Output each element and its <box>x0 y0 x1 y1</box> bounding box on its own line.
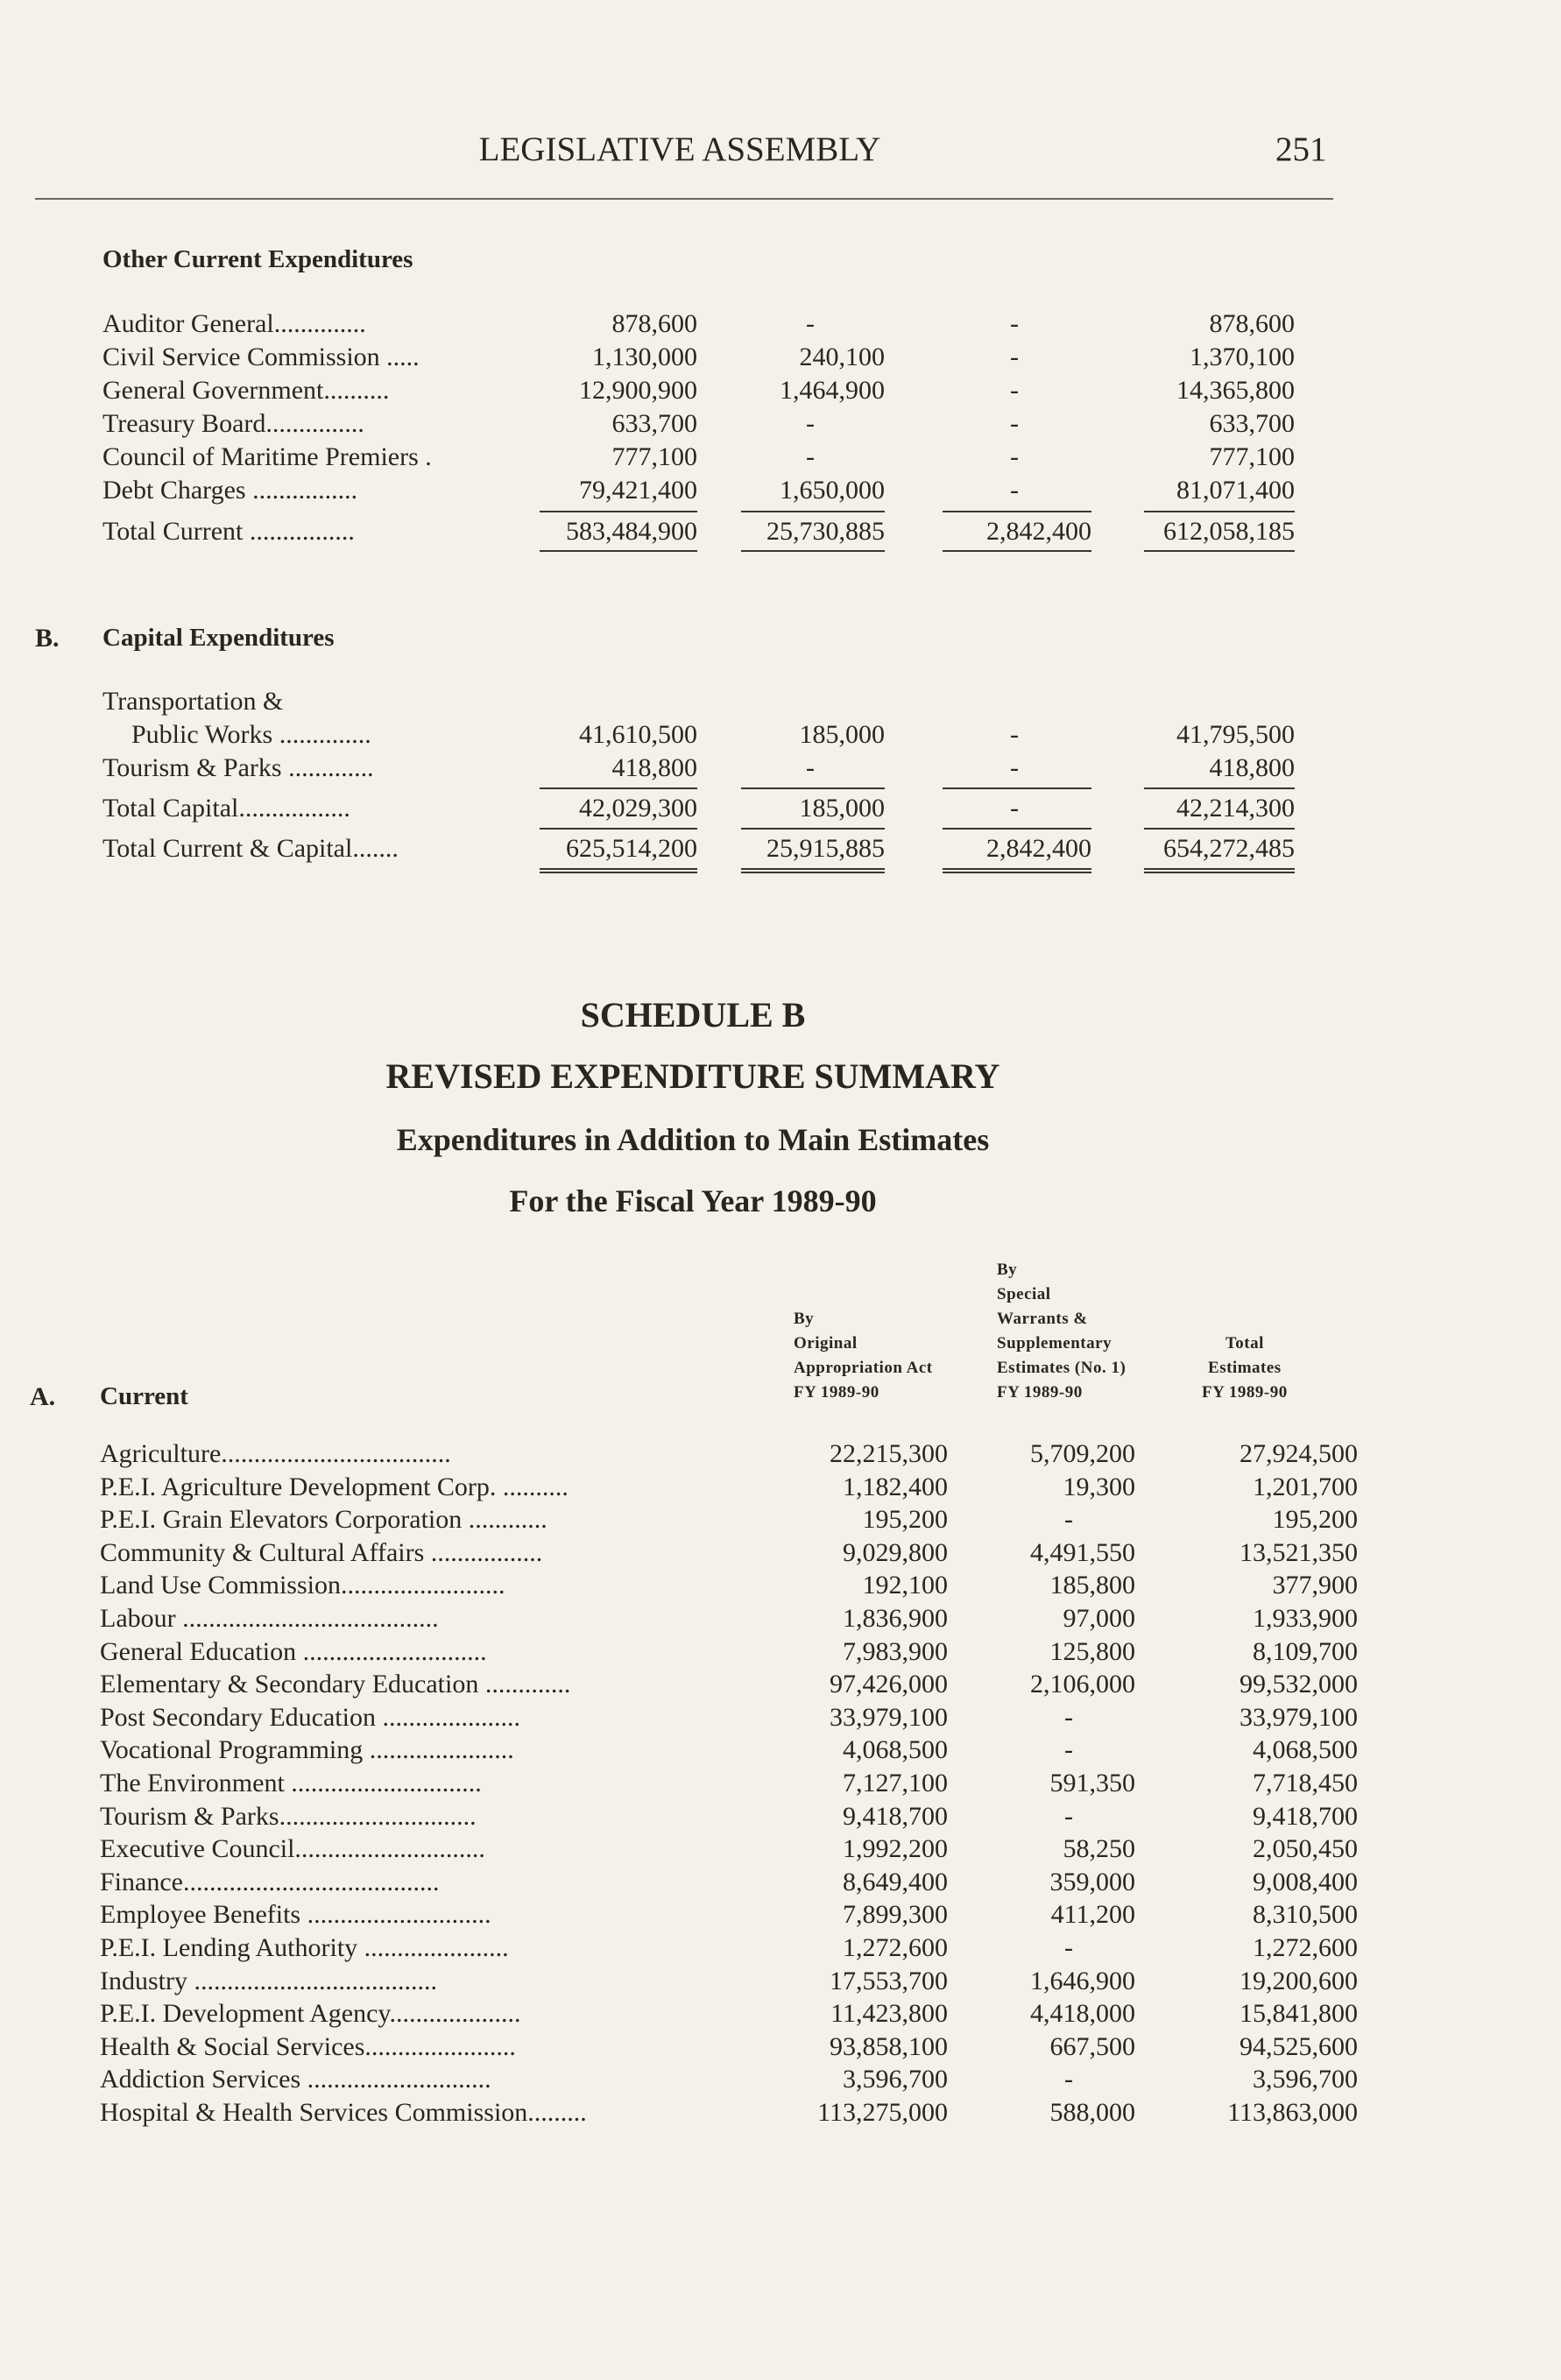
table-row <box>0 1472 1561 1506</box>
table-row <box>0 1505 1561 1538</box>
cell-value: 125,800 <box>1049 1636 1135 1666</box>
cell-value: 19,200,600 <box>1240 1966 1358 1995</box>
row-label: Vocational Programming ...................... <box>100 1735 514 1765</box>
double-rule-line <box>540 868 697 873</box>
cell-value: 8,310,500 <box>1253 1900 1358 1930</box>
cell-value: - <box>1010 409 1019 438</box>
column-heading-original-appropriation <box>794 1307 933 1405</box>
section-heading-capital: Capital Expenditures <box>102 624 335 652</box>
column-heading-line: Special <box>997 1285 1051 1303</box>
column-heading-line: FY 1989-90 <box>997 1383 1083 1402</box>
schedule-line-3: Expenditures in Addition to Main Estimates <box>396 1122 990 1157</box>
cell-value: 625,514,200 <box>566 834 697 863</box>
table-row <box>0 753 1561 787</box>
row-label: The Environment ............................. <box>100 1769 482 1797</box>
cell-value: 12,900,900 <box>579 376 697 405</box>
row-label: Civil Service Commission ..... <box>102 343 420 371</box>
cell-value: 4,068,500 <box>843 1735 948 1765</box>
cell-value: 777,100 <box>1209 442 1295 471</box>
rule-line <box>741 550 885 552</box>
cell-value: 195,200 <box>862 1505 948 1535</box>
rule-line <box>540 511 697 512</box>
cell-value: - <box>1010 442 1019 471</box>
table-row <box>0 1439 1561 1472</box>
cell-value: 1,272,600 <box>1253 1933 1358 1962</box>
cell-value: 192,100 <box>862 1571 948 1600</box>
section-letter-a: A. <box>30 1382 56 1411</box>
cell-value: 41,610,500 <box>579 720 697 749</box>
cell-value: 377,900 <box>1272 1571 1358 1600</box>
cell-value: 41,795,500 <box>1176 720 1295 749</box>
cell-value: 1,992,200 <box>843 1834 948 1864</box>
row-label: Total Current ................ <box>102 517 355 546</box>
schedule-title: SCHEDULE B <box>580 995 806 1035</box>
cell-value: - <box>1010 720 1019 749</box>
rule-line <box>943 828 1091 830</box>
cell-value: 19,300 <box>1063 1472 1135 1501</box>
cell-value: 633,700 <box>1209 409 1295 438</box>
cell-value: 9,418,700 <box>1253 1801 1358 1831</box>
cell-value: 2,050,450 <box>1253 1834 1358 1864</box>
cell-value: 9,029,800 <box>843 1537 948 1567</box>
row-label: Executive Council............................. <box>100 1834 485 1864</box>
column-heading-total-estimates <box>1202 1331 1288 1405</box>
header-rule <box>35 198 1333 200</box>
cell-value: 2,842,400 <box>986 517 1091 546</box>
row-label: General Education ............................ <box>100 1636 487 1666</box>
cell-value: 2,106,000 <box>1030 1670 1135 1699</box>
cell-value: 7,718,450 <box>1253 1769 1358 1797</box>
row-label: Treasury Board............... <box>102 409 364 438</box>
table-row <box>0 1999 1561 2032</box>
table-row <box>0 2098 1561 2131</box>
double-rule-line <box>1144 868 1295 873</box>
cell-value: - <box>1010 794 1019 823</box>
cell-value: 94,525,600 <box>1240 2031 1358 2061</box>
table-row <box>0 376 1561 409</box>
cell-value: 4,491,550 <box>1030 1537 1135 1567</box>
table-row <box>0 409 1561 442</box>
column-heading-line: Estimates <box>1208 1359 1282 1377</box>
cell-value: 185,800 <box>1049 1571 1135 1600</box>
cell-value: 22,215,300 <box>830 1439 948 1468</box>
cell-value: 591,350 <box>1049 1769 1135 1797</box>
cell-value: 4,418,000 <box>1030 1999 1135 2029</box>
cell-value: 13,521,350 <box>1240 1537 1358 1567</box>
table-row <box>0 476 1561 509</box>
cell-value: 185,000 <box>799 794 885 823</box>
rule-line <box>540 787 697 789</box>
row-label: Council of Maritime Premiers . <box>102 442 432 471</box>
row-label: Health & Social Services....................... <box>100 2031 516 2061</box>
row-label: Public Works .............. <box>131 720 371 749</box>
cell-value: 42,214,300 <box>1176 794 1295 823</box>
cell-value: 3,596,700 <box>1253 2065 1358 2094</box>
cell-value: 113,275,000 <box>817 2098 948 2127</box>
cell-value: 33,979,100 <box>830 1702 948 1732</box>
row-label: Community & Cultural Affairs ................. <box>100 1537 543 1567</box>
column-heading-line: Warrants & <box>997 1310 1088 1328</box>
table-row <box>0 1604 1561 1637</box>
cell-value: - <box>1010 476 1019 505</box>
page-running-title: LEGISLATIVE ASSEMBLY <box>478 131 881 168</box>
cell-value: 1,646,900 <box>1030 1966 1135 1995</box>
cell-value: 7,127,100 <box>843 1769 948 1797</box>
cell-value: 97,000 <box>1063 1604 1135 1633</box>
cell-value: - <box>1064 1702 1073 1732</box>
cell-value: - <box>1010 343 1019 371</box>
cell-value: 195,200 <box>1272 1505 1358 1535</box>
cell-value: 3,596,700 <box>843 2065 948 2094</box>
cell-value: 359,000 <box>1049 1867 1135 1896</box>
table-row <box>0 442 1561 476</box>
table-row <box>0 1571 1561 1604</box>
row-label: Industry ..................................... <box>100 1966 437 1995</box>
cell-value: 14,365,800 <box>1176 376 1295 405</box>
cell-value: 1,272,600 <box>843 1933 948 1962</box>
cell-value: 633,700 <box>611 409 697 438</box>
cell-value: 9,418,700 <box>843 1801 948 1831</box>
table-row <box>0 1900 1561 1933</box>
cell-value: 418,800 <box>1209 753 1295 782</box>
cell-value: 5,709,200 <box>1030 1439 1135 1468</box>
cell-value: - <box>1010 309 1019 338</box>
cell-value: 17,553,700 <box>830 1966 948 1995</box>
cell-value: 99,532,000 <box>1240 1670 1358 1699</box>
cell-value: 411,200 <box>1050 1900 1135 1930</box>
table-row <box>0 2032 1561 2066</box>
table-row <box>0 1670 1561 1703</box>
cell-value: - <box>1064 1801 1073 1831</box>
row-label: Total Current & Capital....... <box>102 834 399 863</box>
cell-value: - <box>806 309 815 338</box>
rule-line <box>1144 511 1295 512</box>
cell-value: 93,858,100 <box>830 2031 948 2061</box>
table-row <box>0 794 1561 827</box>
row-label: Finance....................................... <box>100 1867 440 1896</box>
table-row <box>0 1802 1561 1835</box>
cell-value: - <box>1064 1505 1073 1535</box>
row-label: P.E.I. Lending Authority ...................... <box>100 1933 509 1962</box>
cell-value: 27,924,500 <box>1240 1439 1358 1468</box>
section-letter-b: B. <box>35 624 60 653</box>
cell-value: 667,500 <box>1049 2031 1135 2061</box>
cell-value: 1,650,000 <box>780 476 885 505</box>
cell-value: - <box>1064 1735 1073 1765</box>
rule-line <box>1144 828 1295 830</box>
schedule-line-4: For the Fiscal Year 1989-90 <box>509 1183 877 1218</box>
section-heading-current: Current <box>100 1382 188 1410</box>
row-label: Land Use Commission......................... <box>100 1571 505 1600</box>
cell-value: 418,800 <box>611 753 697 782</box>
rule-line <box>741 511 885 512</box>
table-row <box>0 1637 1561 1670</box>
column-heading-line: FY 1989-90 <box>1202 1383 1288 1402</box>
cell-value: 58,250 <box>1063 1834 1135 1864</box>
cell-value: 7,983,900 <box>843 1636 948 1666</box>
cell-value: 1,201,700 <box>1253 1472 1358 1501</box>
row-label: Agriculture................................... <box>100 1439 451 1468</box>
row-label: Hospital & Health Services Commission......... <box>100 2098 587 2127</box>
cell-value: 81,071,400 <box>1176 476 1295 505</box>
schedule-subtitle: REVISED EXPENDITURE SUMMARY <box>385 1056 1000 1096</box>
cell-value: - <box>1064 1933 1073 1962</box>
column-heading-line: FY 1989-90 <box>794 1383 879 1402</box>
row-label: General Government.......... <box>102 376 390 405</box>
cell-value: 33,979,100 <box>1240 1702 1358 1732</box>
cell-value: 1,464,900 <box>780 376 885 405</box>
row-label: Addiction Services ............................ <box>100 2065 491 2094</box>
rule-line <box>741 787 885 789</box>
row-label: P.E.I. Agriculture Development Corp. .......... <box>100 1472 569 1501</box>
table-row <box>0 1933 1561 1967</box>
cell-value: 4,068,500 <box>1253 1735 1358 1765</box>
cell-value: 612,058,185 <box>1163 517 1295 546</box>
row-label: Auditor General.............. <box>102 309 366 338</box>
section-heading-other-current: Other Current Expenditures <box>102 245 413 273</box>
cell-value: 1,933,900 <box>1253 1604 1358 1633</box>
row-label: Elementary & Secondary Education ............. <box>100 1670 571 1699</box>
rule-line <box>741 828 885 830</box>
cell-value: 97,426,000 <box>830 1670 948 1699</box>
page-number: 251 <box>1275 131 1327 168</box>
column-heading-line: By <box>997 1261 1018 1279</box>
row-label: Tourism & Parks.............................. <box>100 1801 477 1831</box>
column-heading-line: By <box>794 1310 815 1328</box>
rule-line <box>943 787 1091 789</box>
cell-value: 1,836,900 <box>843 1604 948 1633</box>
cell-value: 588,000 <box>1049 2098 1135 2127</box>
rule-line <box>540 828 697 830</box>
cell-value: 113,863,000 <box>1227 2098 1358 2127</box>
double-rule-line <box>943 868 1091 873</box>
table-row <box>0 720 1561 753</box>
cell-value: - <box>1064 2065 1073 2094</box>
cell-value: 25,915,885 <box>766 834 885 863</box>
row-label: Debt Charges ................ <box>102 476 358 505</box>
cell-value: - <box>1010 753 1019 782</box>
table-row <box>0 2065 1561 2098</box>
cell-value: 2,842,400 <box>986 834 1091 863</box>
table-row <box>0 1834 1561 1868</box>
cell-value: 240,100 <box>799 343 885 371</box>
rule-line <box>1144 550 1295 552</box>
table-row <box>0 1868 1561 1901</box>
cell-value: - <box>1010 376 1019 405</box>
cell-value: 7,899,300 <box>843 1900 948 1930</box>
column-heading-line: Estimates (No. 1) <box>997 1359 1127 1377</box>
cell-value: 8,649,400 <box>843 1867 948 1896</box>
cell-value: 25,730,885 <box>766 517 885 546</box>
column-heading-line: Supplementary <box>997 1334 1112 1352</box>
table-row <box>0 1538 1561 1571</box>
table-row <box>0 1735 1561 1769</box>
table-row <box>0 1769 1561 1802</box>
cell-value: 1,182,400 <box>843 1472 948 1501</box>
column-heading-special-warrants <box>997 1258 1126 1405</box>
cell-value: 878,600 <box>611 309 697 338</box>
cell-value: 42,029,300 <box>579 794 697 823</box>
row-label: Labour ....................................... <box>100 1604 439 1633</box>
rule-line <box>943 511 1091 512</box>
rule-line <box>1144 787 1295 789</box>
cell-value: 1,370,100 <box>1190 343 1295 371</box>
table-row <box>0 517 1561 550</box>
rule-line <box>943 550 1091 552</box>
cell-value: 1,130,000 <box>592 343 697 371</box>
row-label-line1: Transportation & <box>102 687 284 716</box>
row-label: Tourism & Parks ............. <box>102 753 374 782</box>
cell-value: 11,423,800 <box>830 1999 948 2029</box>
cell-value: - <box>806 753 815 782</box>
cell-value: 878,600 <box>1209 309 1295 338</box>
table-row <box>0 834 1561 867</box>
column-heading-line: Original <box>794 1334 858 1352</box>
cell-value: 777,100 <box>611 442 697 471</box>
row-label: Employee Benefits ............................ <box>100 1900 491 1930</box>
column-heading-line: Appropriation Act <box>794 1359 933 1377</box>
table-row <box>0 1703 1561 1736</box>
table-row <box>0 343 1561 376</box>
table-row <box>0 1967 1561 2000</box>
column-heading-line: Total <box>1225 1334 1264 1352</box>
row-label: Post Secondary Education ..................... <box>100 1702 520 1732</box>
rule-line <box>540 550 697 552</box>
row-label: Total Capital................. <box>102 794 350 823</box>
cell-value: 654,272,485 <box>1163 834 1295 863</box>
cell-value: - <box>806 442 815 471</box>
cell-value: 79,421,400 <box>579 476 697 505</box>
cell-value: 8,109,700 <box>1253 1636 1358 1666</box>
table-row <box>0 309 1561 343</box>
cell-value: 583,484,900 <box>566 517 697 546</box>
double-rule-line <box>741 868 885 873</box>
cell-value: 9,008,400 <box>1253 1867 1358 1896</box>
cell-value: - <box>806 409 815 438</box>
row-label: P.E.I. Grain Elevators Corporation ............ <box>100 1505 547 1535</box>
cell-value: 185,000 <box>799 720 885 749</box>
row-label: P.E.I. Development Agency.................... <box>100 1999 521 2029</box>
cell-value: 15,841,800 <box>1240 1999 1358 2029</box>
